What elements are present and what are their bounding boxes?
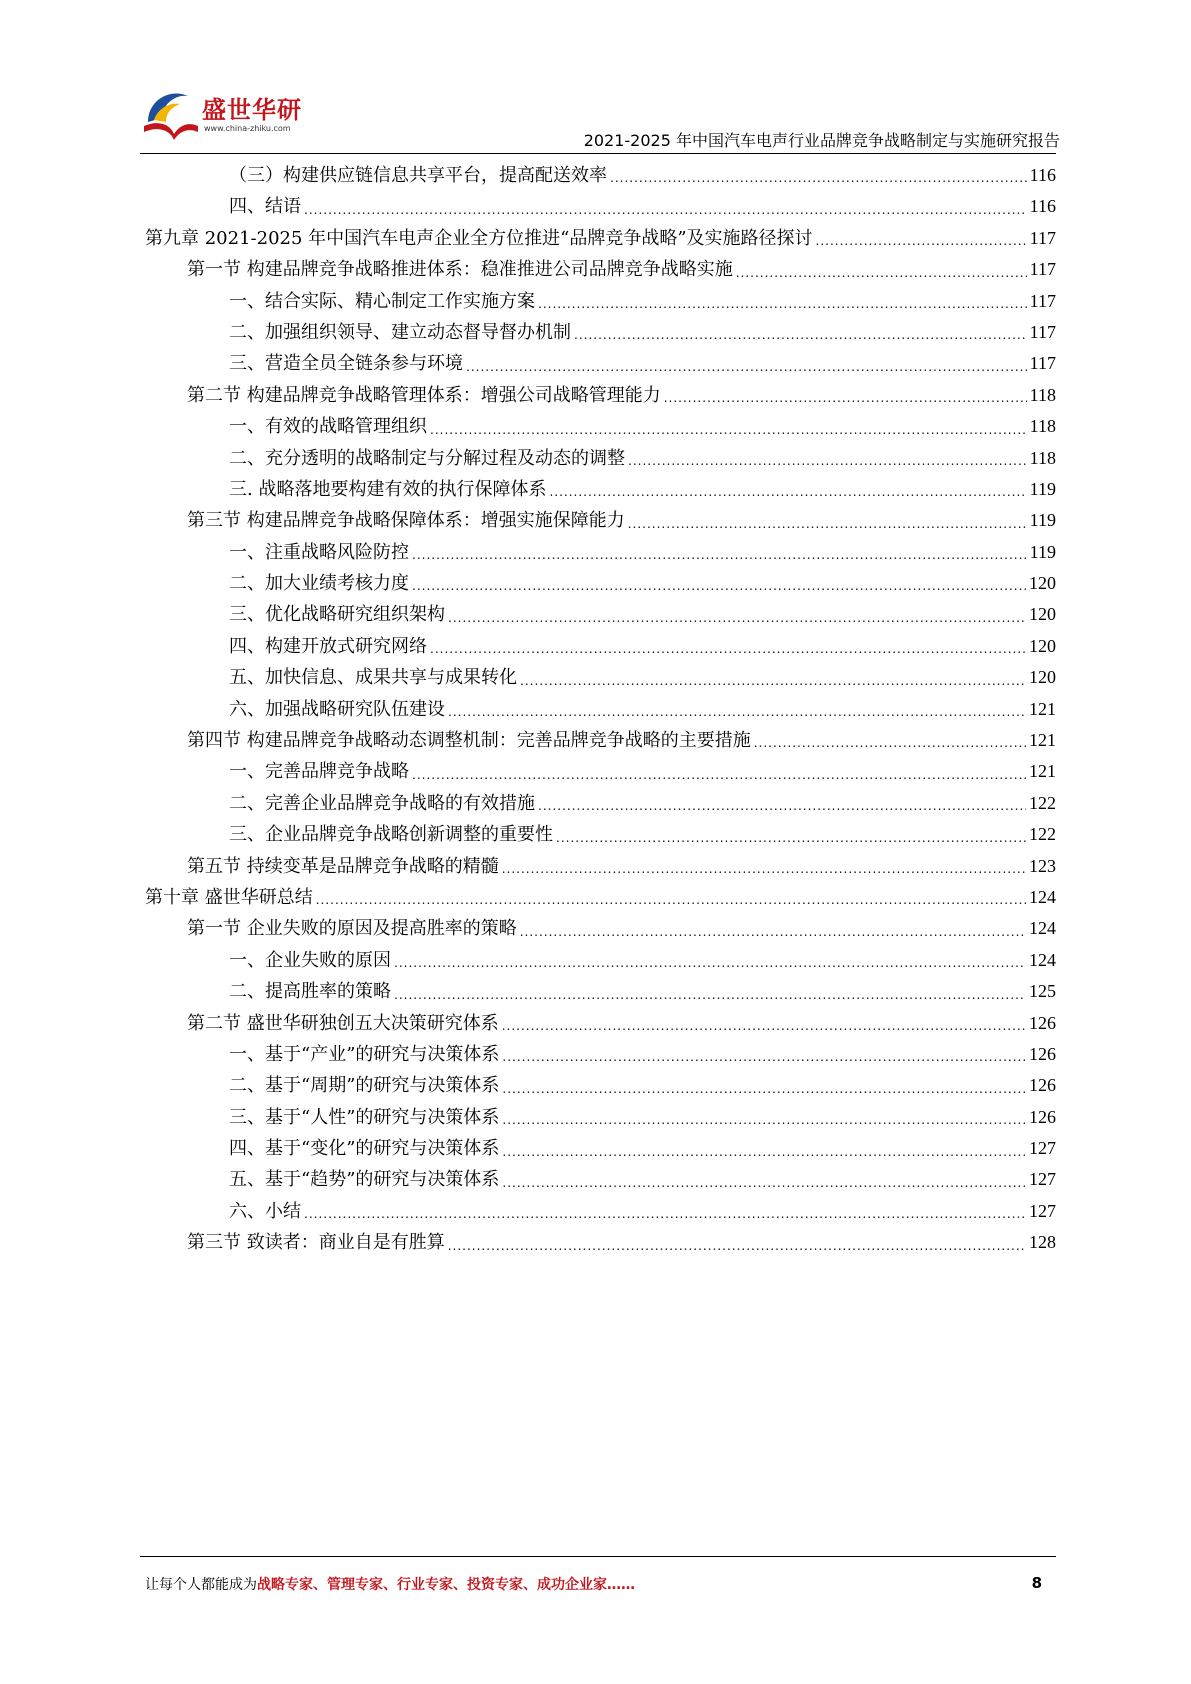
toc-entry-title: 二、完善企业品牌竞争战略的有效措施 [229,792,535,814]
toc-entry[interactable] [145,1165,1056,1196]
toc-entry[interactable] [145,694,1056,725]
toc-leader-dots [430,636,1026,662]
toc-entry-title: 三、优化战略研究组织架构 [229,604,445,626]
toc-entry-title: 第三节 致读者：商业自是有胜算 [187,1232,445,1254]
toc-entry[interactable] [145,317,1056,348]
footer-slogan-prefix: 让每个人都能成为 [145,1577,257,1593]
header-divider [140,153,1056,154]
toc-leader-dots [538,291,1027,317]
toc-entry[interactable] [145,380,1056,411]
toc-entry-page: 120 [1029,604,1056,625]
toc-leader-dots [736,260,1027,286]
toc-entry-page: 124 [1029,886,1056,907]
toc-entry-page: 127 [1029,1169,1056,1190]
toc-entry-title: 第一节 构建品牌竞争战略推进体系：稳准推进公司品牌竞争战略实施 [187,259,733,281]
toc-leader-dots [574,322,1027,348]
toc-entry-page: 127 [1029,1200,1056,1221]
toc-entry-title: 一、企业失败的原因 [229,949,391,971]
toc-entry-title: 三、营造全员全链条参与环境 [229,353,463,375]
table-of-contents [145,160,1056,1259]
toc-leader-dots [502,1107,1026,1133]
toc-leader-dots [664,385,1027,411]
toc-leader-dots [549,479,1026,505]
toc-entry-title: 五、基于“趋势”的研究与决策体系 [229,1169,500,1191]
toc-entry[interactable] [145,725,1056,756]
toc-entry-title: 第五节 持续变革是品牌竞争战略的精髓 [187,855,499,877]
toc-entry-page: 119 [1029,478,1056,499]
toc-leader-dots [466,354,1027,380]
toc-leader-dots [502,1170,1026,1196]
toc-entry-title: 一、结合实际、精心制定工作实施方案 [229,290,535,312]
toc-entry-title: 第四节 构建品牌竞争战略动态调整机制：完善品牌竞争战略的主要措施 [187,730,751,752]
toc-entry-title: 四、构建开放式研究网络 [229,635,427,657]
toc-entry[interactable] [145,756,1056,787]
toc-entry-page: 118 [1029,384,1056,405]
toc-entry[interactable] [145,1133,1056,1164]
toc-leader-dots [538,793,1026,819]
toc-entry[interactable] [145,254,1056,285]
toc-entry[interactable] [145,568,1056,599]
toc-entry-page: 119 [1029,541,1056,562]
toc-entry[interactable] [145,1102,1056,1133]
logo-url: www.china-zhiku.com [204,124,291,133]
toc-entry[interactable] [145,1039,1056,1070]
toc-leader-dots [502,1013,1026,1039]
toc-leader-dots [520,919,1026,945]
toc-entry-page: 117 [1029,227,1056,248]
toc-entry-page: 127 [1029,1138,1056,1159]
toc-leader-dots [304,197,1027,223]
toc-entry-title: 六、小结 [229,1200,301,1222]
toc-entry[interactable] [145,851,1056,882]
toc-entry-page: 126 [1029,1106,1056,1127]
toc-entry-page: 120 [1029,667,1056,688]
toc-entry-title: （三）构建供应链信息共享平台，提高配送效率 [229,164,607,186]
toc-leader-dots [754,730,1026,756]
toc-leader-dots [394,950,1026,976]
toc-entry-page: 121 [1029,698,1056,719]
toc-entry[interactable] [145,945,1056,976]
toc-entry-page: 126 [1029,1043,1056,1064]
toc-entry-title: 二、加大业绩考核力度 [229,573,409,595]
toc-entry[interactable] [145,286,1056,317]
toc-entry-title: 四、结语 [229,196,301,218]
toc-entry-page: 126 [1029,1075,1056,1096]
toc-entry[interactable] [145,1227,1056,1258]
toc-entry-page: 116 [1029,196,1056,217]
toc-entry[interactable] [145,191,1056,222]
toc-leader-dots [316,887,1026,913]
toc-entry-title: 一、注重战略风险防控 [229,541,409,563]
toc-entry-page: 128 [1029,1232,1056,1253]
toc-entry[interactable] [145,662,1056,693]
toc-entry-title: 三. 战略落地要构建有效的执行保障体系 [229,478,547,500]
toc-entry[interactable] [145,1008,1056,1039]
toc-entry-page: 123 [1029,855,1056,876]
logo-text: 盛世华研 [202,96,302,124]
toc-entry-title: 二、提高胜率的策略 [229,981,391,1003]
toc-entry-page: 120 [1029,573,1056,594]
toc-leader-dots [430,417,1027,443]
toc-entry-page: 118 [1029,416,1056,437]
toc-leader-dots [816,228,1027,254]
toc-entry-title: 第二节 盛世华研独创五大决策研究体系 [187,1012,499,1034]
toc-entry-page: 118 [1029,447,1056,468]
toc-entry[interactable] [145,882,1056,913]
toc-entry-title: 一、完善品牌竞争战略 [229,761,409,783]
toc-entry-title: 第一节 企业失败的原因及提高胜率的策略 [187,918,517,940]
toc-entry-title: 四、基于“变化”的研究与决策体系 [229,1138,500,1160]
toc-entry-title: 第三节 构建品牌竞争战略保障体系：增强实施保障能力 [187,510,625,532]
company-logo [140,82,310,144]
toc-leader-dots [394,982,1026,1008]
toc-entry-title: 一、基于“产业”的研究与决策体系 [229,1043,500,1065]
toc-entry[interactable] [145,976,1056,1007]
toc-leader-dots [448,605,1026,631]
toc-entry-title: 一、有效的战略管理组织 [229,416,427,438]
toc-leader-dots [502,1139,1026,1165]
toc-entry-title: 二、充分透明的战略制定与分解过程及动态的调整 [229,447,625,469]
toc-leader-dots [448,699,1026,725]
toc-entry[interactable] [145,505,1056,536]
toc-leader-dots [502,1076,1026,1102]
footer-slogan-highlight: 战略专家、管理专家、行业专家、投资专家、成功企业家…… [257,1577,635,1593]
toc-leader-dots [556,825,1026,851]
toc-entry[interactable] [145,474,1056,505]
toc-entry-page: 121 [1029,730,1056,751]
toc-entry[interactable] [145,819,1056,850]
toc-entry[interactable] [145,443,1056,474]
toc-leader-dots [628,448,1027,474]
toc-entry-page: 120 [1029,635,1056,656]
toc-leader-dots [448,1233,1026,1259]
toc-entry[interactable] [145,788,1056,819]
toc-entry-title: 六、加强战略研究队伍建设 [229,698,445,720]
toc-entry[interactable] [145,160,1056,191]
toc-entry-page: 116 [1029,164,1056,185]
toc-entry-page: 126 [1029,1012,1056,1033]
toc-leader-dots [628,511,1027,537]
toc-entry[interactable] [145,599,1056,630]
toc-entry-title: 第二节 构建品牌竞争战略管理体系：增强公司战略管理能力 [187,384,661,406]
toc-entry-page: 117 [1029,290,1056,311]
toc-entry-title: 三、基于“人性”的研究与决策体系 [229,1106,500,1128]
toc-entry[interactable] [145,913,1056,944]
toc-entry-page: 117 [1029,321,1056,342]
page-number: 8 [1031,1574,1042,1592]
toc-entry-title: 第十章 盛世华研总结 [145,886,313,908]
toc-leader-dots [412,762,1026,788]
toc-entry-page: 119 [1029,510,1056,531]
toc-entry-page: 124 [1029,918,1056,939]
toc-entry[interactable] [145,223,1056,254]
footer-divider [140,1556,1056,1557]
toc-leader-dots [502,1044,1026,1070]
report-title: 2021-2025 年中国汽车电声行业品牌竞争战略制定与实施研究报告 [583,131,1060,150]
toc-entry-page: 121 [1029,761,1056,782]
toc-entry-page: 117 [1029,353,1056,374]
logo-emblem-icon [140,82,202,144]
toc-leader-dots [304,1201,1026,1227]
toc-entry-page: 125 [1029,981,1056,1002]
toc-entry-page: 124 [1029,949,1056,970]
toc-entry-title: 二、加强组织领导、建立动态督导督办机制 [229,321,571,343]
toc-entry[interactable] [145,631,1056,662]
toc-leader-dots [502,856,1026,882]
toc-entry-page: 117 [1029,259,1056,280]
toc-entry-title: 二、基于“周期”的研究与决策体系 [229,1075,500,1097]
toc-entry[interactable] [145,537,1056,568]
toc-entry-page: 122 [1029,824,1056,845]
toc-leader-dots [610,165,1027,191]
toc-entry-title: 三、企业品牌竞争战略创新调整的重要性 [229,824,553,846]
toc-entry[interactable] [145,411,1056,442]
toc-leader-dots [520,668,1026,694]
page-header [140,82,1060,150]
page-footer [145,1574,1056,1600]
toc-entry-page: 122 [1029,792,1056,813]
toc-entry-title: 第九章 2021-2025 年中国汽车电声企业全方位推进“品牌竞争战略”及实施路径探讨 [145,227,813,249]
toc-entry[interactable] [145,1196,1056,1227]
toc-entry[interactable] [145,348,1056,379]
toc-leader-dots [412,573,1026,599]
toc-entry[interactable] [145,1070,1056,1101]
toc-entry-title: 五、加快信息、成果共享与成果转化 [229,667,517,689]
toc-leader-dots [412,542,1027,568]
